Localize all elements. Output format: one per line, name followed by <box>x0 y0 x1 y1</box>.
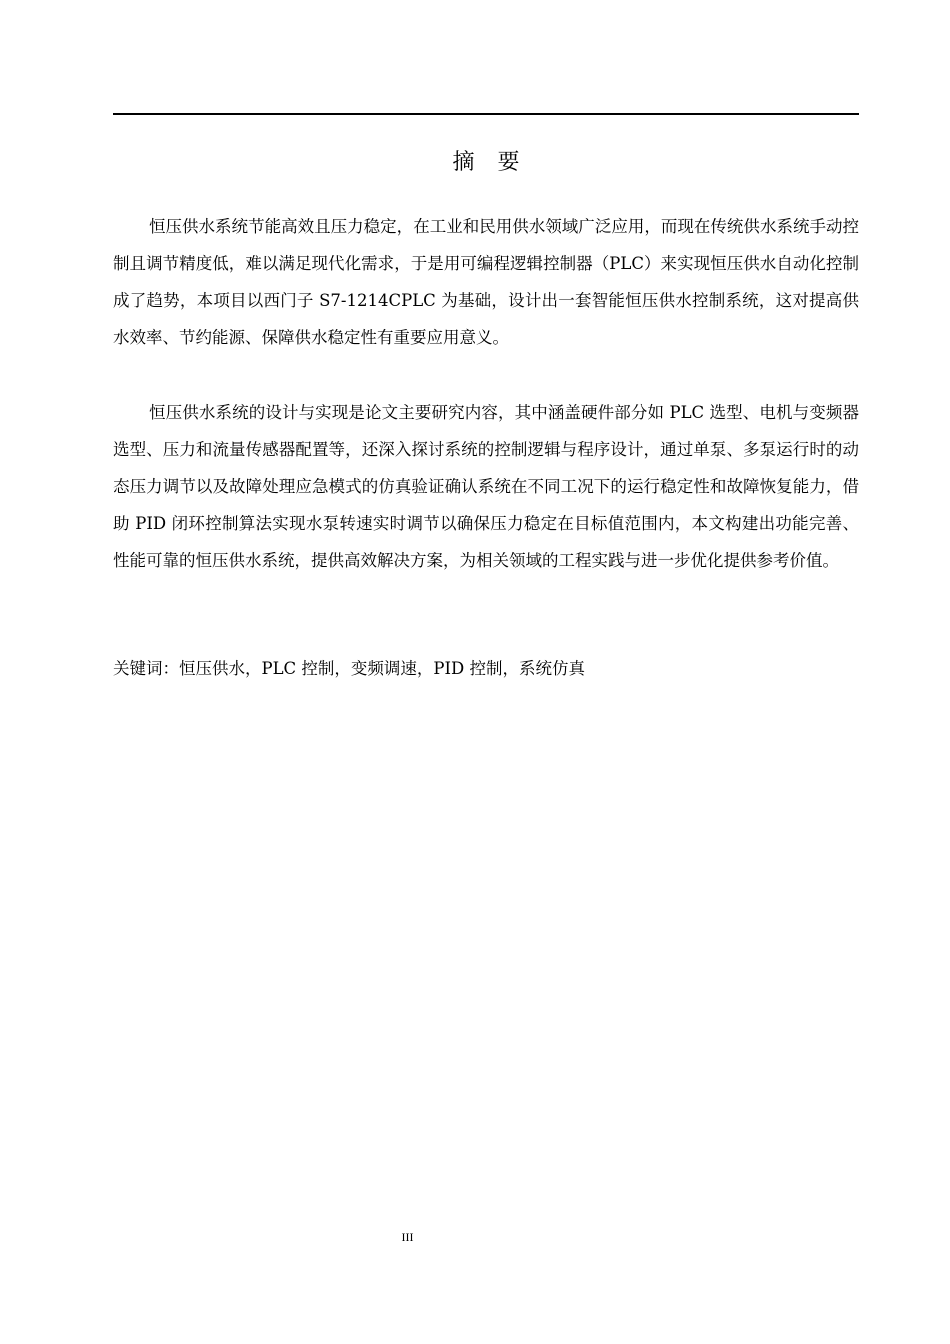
abstract-paragraph-2: 恒压供水系统的设计与实现是论文主要研究内容，其中涵盖硬件部分如 PLC 选型、电机与变频器选型、压力和流量传感器配置等，还深入探讨系统的控制逻辑与程序设计，通过单泵、多泵运行时的动态压力调节以及故障处理应急模式的仿真验证确认系统在不同工况下的运行稳定性和故障恢复能力，借助 PID 闭环控制算法实现水泵转速实时调节以确保压力稳定在目标值范围内，本文构建出功能完善、性能可靠的恒压供水系统，提供高效解决方案，为相关领域的工程实践与进一步优化提供参考价值。 <box>113 403 859 570</box>
abstract-paragraph-1: 恒压供水系统节能高效且压力稳定，在工业和民用供水领域广泛应用，而现在传统供水系统手动控制且调节精度低，难以满足现代化需求，于是用可编程逻辑控制器（PLC）来实现恒压供水自动化控制成了趋势，本项目以西门子 S7-1214CPLC 为基础，设计出一套智能恒压供水控制系统，这对提高供水效率、节约能源、保障供水稳定性有重要应用意义。 <box>113 217 859 347</box>
keywords-label: 关键词： <box>113 659 179 678</box>
keywords-line <box>113 650 859 687</box>
page-number: III <box>401 1230 414 1244</box>
header-rule <box>113 113 859 115</box>
abstract-title: 摘 要 <box>452 150 528 175</box>
keywords-text: 恒压供水，PLC 控制，变频调速，PID 控制，系统仿真 <box>179 659 586 678</box>
